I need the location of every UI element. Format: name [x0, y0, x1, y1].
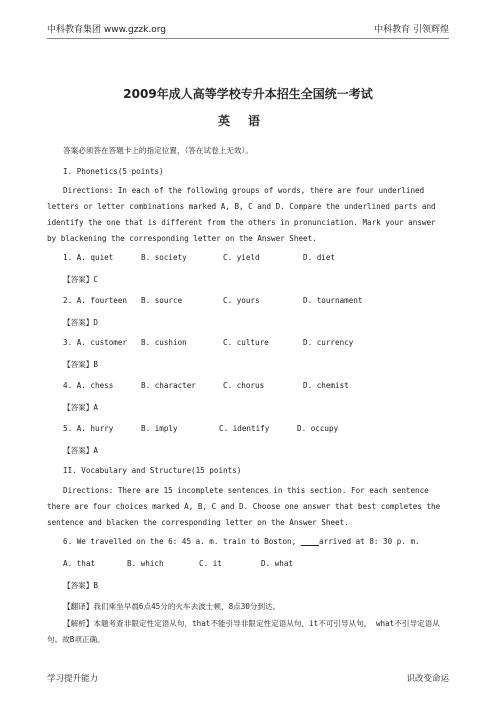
- option: B. character: [141, 381, 196, 390]
- option: 1. A. quiet: [63, 253, 114, 262]
- option: C. yield: [223, 253, 260, 262]
- option: B. which: [127, 559, 164, 568]
- option: D. diet: [303, 253, 336, 262]
- option: C. culture: [223, 338, 269, 347]
- option: C. identify: [219, 424, 270, 433]
- question-5-answer: 【答案】A: [63, 446, 98, 455]
- header-right: 中科教育 引领辉煌: [374, 25, 449, 35]
- question-6-options: [63, 559, 293, 568]
- option: D. currency: [303, 338, 354, 347]
- option: B. society: [141, 253, 187, 262]
- page-title: 2009年成人高等学校专升本招生全国统一考试: [123, 87, 373, 101]
- stem-before: 6. We travelled on the 6: 45 a. m. train to Boston,: [63, 537, 297, 546]
- section2-directions: Directions: There are 15 incomplete sentences in this section. For each sentence there are four choices marked A, B, C and D. Choose one answer that best completes the sentence and blacken the corresponding letter on the Answer Sheet.: [47, 486, 441, 527]
- option: 3. A. customer: [63, 338, 128, 347]
- option: A. that: [63, 559, 96, 568]
- question-6-analysis: 【解析】本题考查非限定性定语从句，that不能引导非限定性定语从句，it不可引导从句， what不引导定语从句。故B项正确。: [47, 619, 440, 644]
- question-4-options: [63, 381, 349, 390]
- option: C. it: [199, 559, 222, 568]
- option: 2. A. fourteen: [63, 296, 128, 305]
- question-6-answer: 【答案】B: [63, 581, 98, 590]
- footer-right: 识改变命运: [406, 674, 449, 684]
- page-subtitle: 英语: [217, 114, 278, 128]
- question-3-options: [63, 338, 353, 347]
- question-2-options: [63, 296, 362, 305]
- option: B. cushion: [141, 338, 187, 347]
- header-left: 中科教育集团 www.gzzk.org: [47, 25, 166, 35]
- question-4-answer: 【答案】A: [63, 403, 98, 412]
- section2-heading: II. Vocabulary and Structure(15 points): [63, 466, 242, 475]
- option: D. tournament: [303, 296, 363, 305]
- answer-blank: ____: [300, 537, 320, 546]
- option: 5. A. hurry: [63, 424, 114, 433]
- question-6-translation: 【翻译】我们乘坐早晨6点45分的火车去波士顿，8点30分到达。: [63, 602, 281, 611]
- option: C. chorus: [223, 381, 265, 390]
- page-header: [47, 20, 449, 39]
- question-5-options: [63, 424, 338, 433]
- option: D. occupy: [297, 424, 339, 433]
- instruction: 答案必须答在答题卡上的指定位置，（答在试卷上无效）。: [63, 146, 253, 155]
- stem-after: arrived at 8: 30 p. m.: [319, 537, 420, 546]
- question-1-options: [63, 253, 335, 262]
- question-6-stem: [63, 537, 420, 546]
- option: B. source: [141, 296, 183, 305]
- section1-heading: I. Phonetics(5 points): [63, 167, 164, 176]
- question-3-answer: 【答案】B: [63, 360, 98, 369]
- option: D. what: [261, 559, 294, 568]
- footer-left: 学习提升能力: [47, 674, 99, 684]
- option: C. yours: [223, 296, 260, 305]
- option: B. imply: [141, 424, 178, 433]
- option: D. chemist: [303, 381, 349, 390]
- section1-directions: Directions: In each of the following groups of words, there are four underlined letters or letter combinations marked A, B, C and D. Compare the underlined parts and identify the one that is different from the others in pronunciation. Mark your answer by blackening the corresponding letter on the Answer Sheet.: [47, 186, 436, 243]
- question-2-answer: 【答案】D: [63, 318, 98, 327]
- option: 4. A. chess: [63, 381, 114, 390]
- question-1-answer: 【答案】C: [63, 275, 98, 284]
